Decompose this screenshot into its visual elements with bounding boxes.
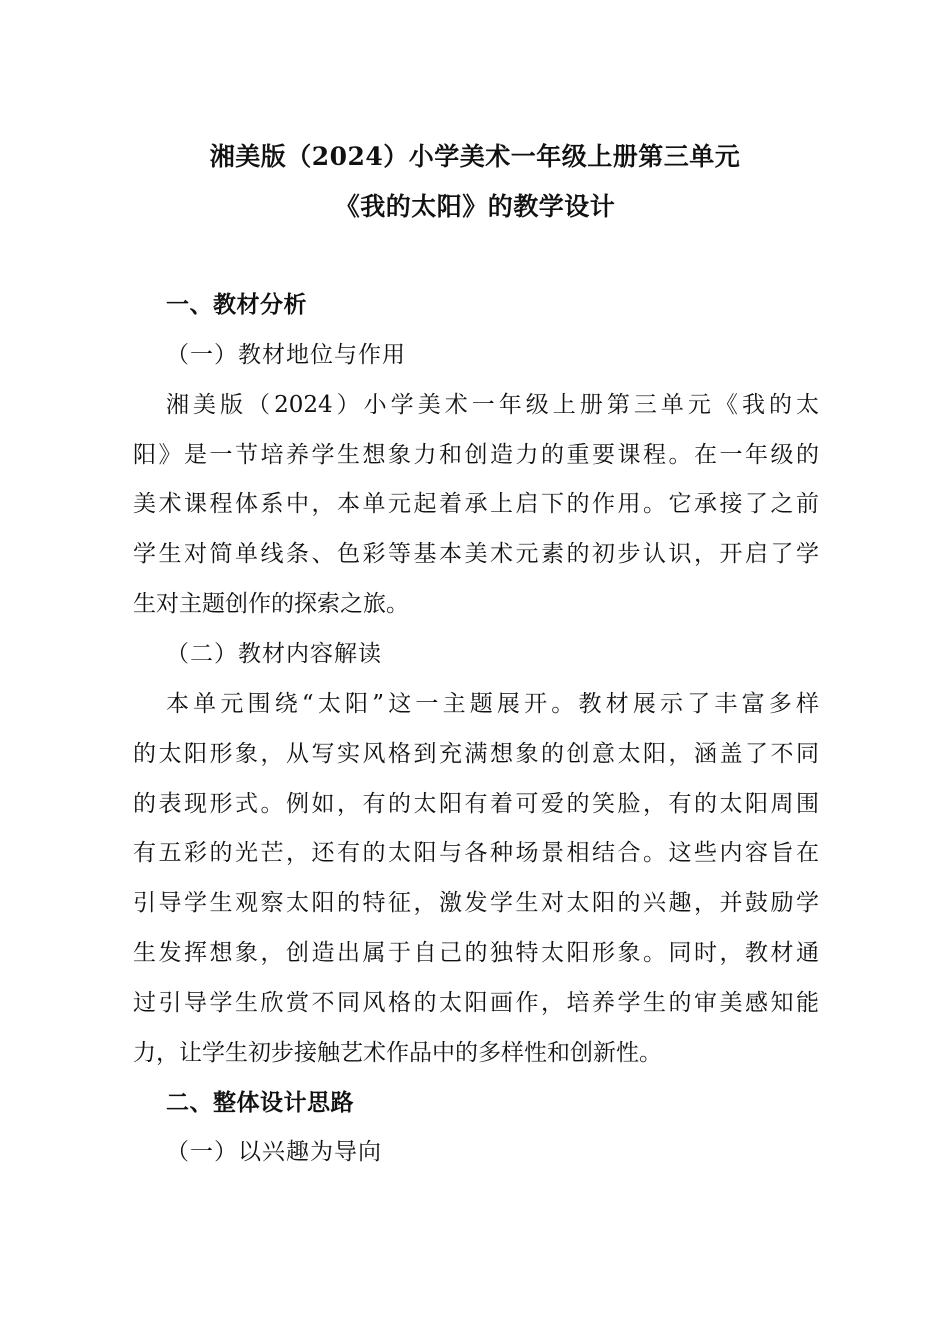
section-heading-overall-design: 二、整体设计思路 xyxy=(166,1089,354,1116)
paragraph-line: 湘美版（2024）小学美术一年级上册第三单元《我的太 xyxy=(166,392,819,418)
document-title-line-2: 《我的太阳》的教学设计 xyxy=(334,192,616,221)
paragraph-line: 过引导学生欣赏不同风格的太阳画作，培养学生的审美感知能 xyxy=(133,990,819,1016)
paragraph-line: 生对主题创作的探索之旅。 xyxy=(133,591,409,617)
paragraph-line: 本单元围绕“太阳”这一主题展开。教材展示了丰富多样 xyxy=(166,691,819,717)
paragraph-line: 美术课程体系中，本单元起着承上启下的作用。它承接了之前 xyxy=(133,491,819,517)
subsection-heading-position-role: （一）教材地位与作用 xyxy=(166,342,406,368)
paragraph-line: 学生对简单线条、色彩等基本美术元素的初步认识，开启了学 xyxy=(133,541,819,567)
subsection-heading-content-interpretation: （二）教材内容解读 xyxy=(166,641,382,667)
section-heading-textbook-analysis: 一、教材分析 xyxy=(166,291,307,318)
paragraph-line: 的表现形式。例如，有的太阳有着可爱的笑脸，有的太阳周围 xyxy=(133,791,819,817)
paragraph-line: 的太阳形象，从写实风格到充满想象的创意太阳，涵盖了不同 xyxy=(133,741,819,767)
paragraph-line: 力，让学生初步接触艺术作品中的多样性和创新性。 xyxy=(133,1040,662,1066)
paragraph-line: 有五彩的光芒，还有的太阳与各种场景相结合。这些内容旨在 xyxy=(133,840,819,866)
document-title-line-1: 湘美版（2024）小学美术一年级上册第三单元 xyxy=(209,142,741,171)
subsection-heading-interest-oriented: （一）以兴趣为导向 xyxy=(166,1139,382,1165)
paragraph-line: 引导学生观察太阳的特征，激发学生对太阳的兴趣，并鼓励学 xyxy=(133,890,819,916)
paragraph-line: 生发挥想象，创造出属于自己的独特太阳形象。同时，教材通 xyxy=(133,940,819,966)
paragraph-line: 阳》是一节培养学生想象力和创造力的重要课程。在一年级的 xyxy=(133,442,819,468)
